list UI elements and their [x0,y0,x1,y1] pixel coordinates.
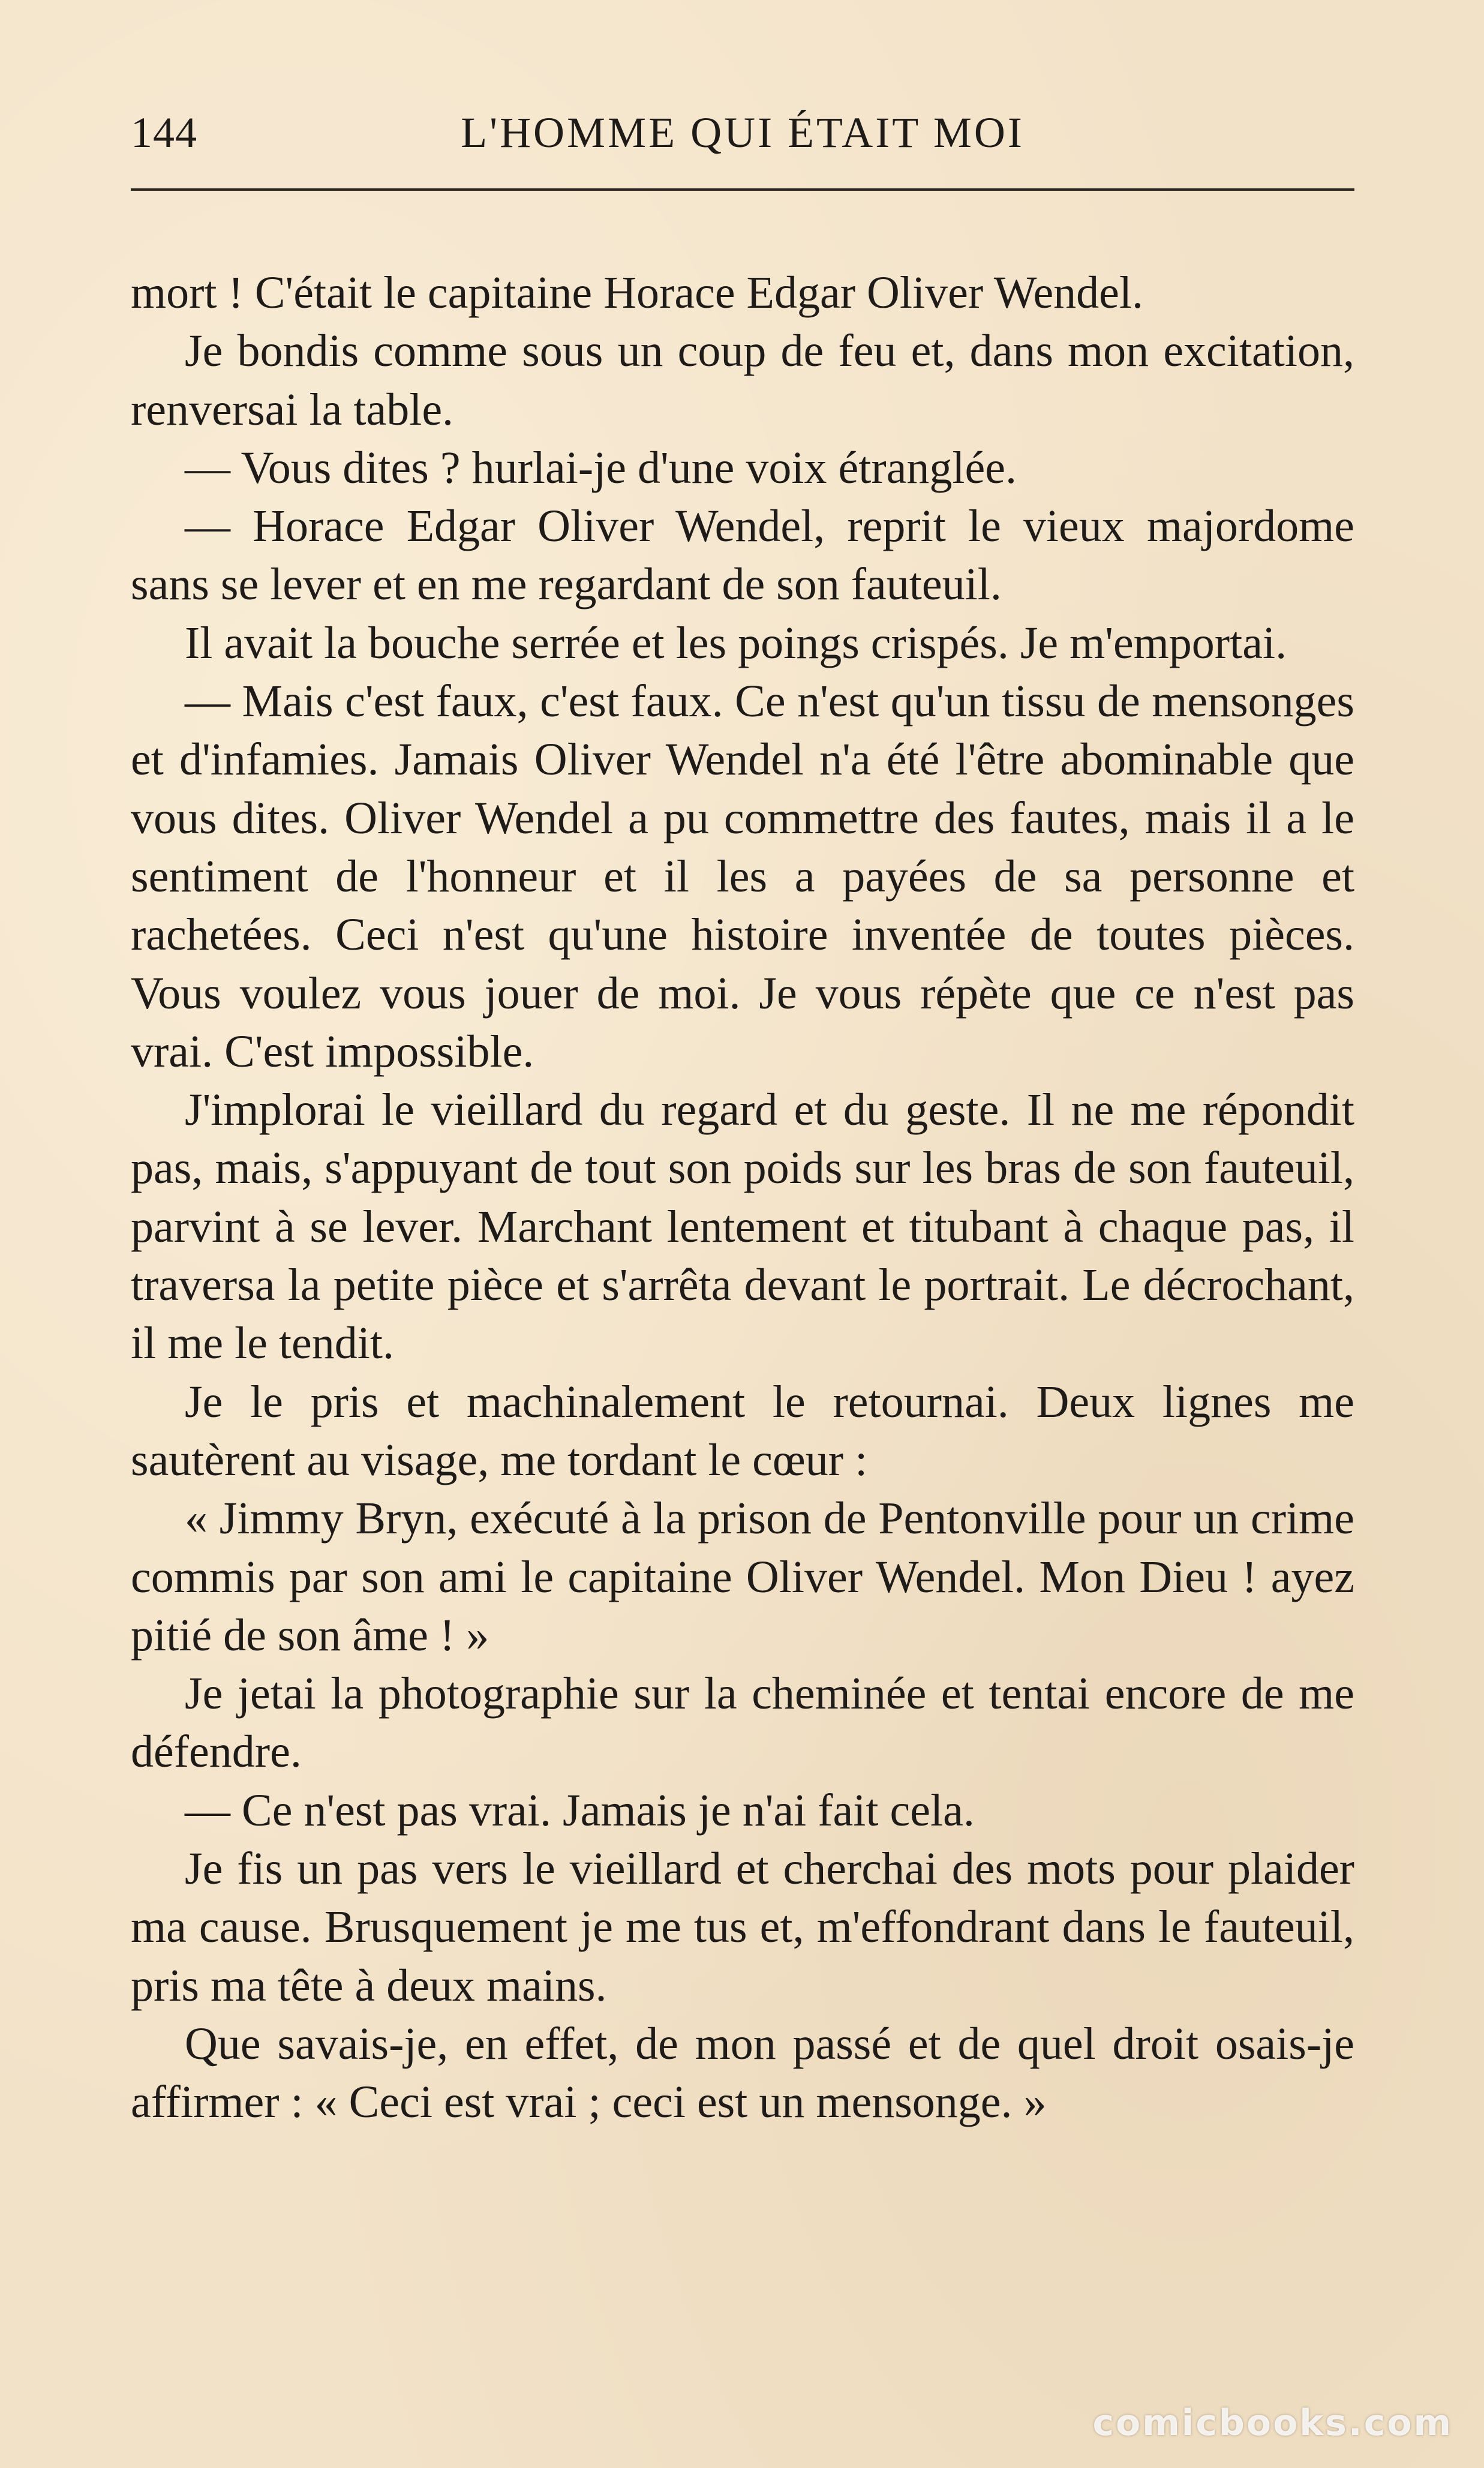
paragraph: Je le pris et machinalement le retournai. Deux lignes me sautèrent au visage, me tordant le cœur : [131,1376,1354,1485]
header-rule [131,188,1354,191]
paragraph: — Ce n'est pas vrai. Jamais je n'ai fait cela. [185,1785,975,1836]
paragraph: — Vous dites ? hurlai-je d'une voix étranglée. [185,442,1017,493]
paragraph: Je jetai la photographie sur la cheminée et tentai encore de me défendre. [131,1668,1354,1778]
paragraph: « Jimmy Bryn, exécuté à la prison de Pentonville pour un crime commis par son ami le capitaine Oliver Wendel. Mon Dieu ! ayez pitié de son âme ! » [131,1493,1354,1661]
paragraph: mort ! C'était le capitaine Horace Edgar Oliver Wendel. [131,268,1144,318]
paragraph: Il avait la bouche serrée et les poings crispés. Je m'emportai. [185,617,1287,668]
paragraph: Que savais-je, en effet, de mon passé et de quel droit osais-je affirmer : « Ceci est vrai ; ceci est un mensonge. » [131,2018,1354,2128]
running-title: L'HOMME QUI ÉTAIT MOI [461,109,1025,157]
body-text [131,264,1354,2132]
watermark: comicbooks.com [1092,2402,1453,2444]
paragraph: — Mais c'est faux, c'est faux. Ce n'est qu'un tissu de mensonges et d'infamies. Jamais Oliver Wendel n'a été l'être abominable que vous dites. Oliver Wendel a pu commettre des fautes, mais il a le sentiment de l'honneur et il les a payées de sa personne et rachetées. Ceci n'est qu'une histoire inventée de toutes pièces. Vous voulez vous jouer de moi. Je vous répète que ce n'est pas vrai. C'est impossible. [131,676,1354,1077]
running-head [131,108,1354,174]
paragraph: J'implorai le vieillard du regard et du geste. Il ne me répondit pas, mais, s'appuyant de tout son poids sur les bras de son fauteuil, parvint à se lever. Marchant lentement et titubant à chaque pas, il traversa la petite pièce et s'arrêta devant le portrait. Le décrochant, il me le tendit. [131,1085,1354,1369]
page-number: 144 [131,109,197,157]
paragraph: — Horace Edgar Oliver Wendel, reprit le vieux majordome sans se lever et en me regardant de son fauteuil. [131,501,1354,610]
paragraph: Je fis un pas vers le vieillard et cherchai des mots pour plaider ma cause. Brusquement je me tus et, m'effondrant dans le fauteuil, pris ma tête à deux mains. [131,1844,1354,2011]
paragraph: Je bondis comme sous un coup de feu et, dans mon excitation, renversai la table. [131,326,1354,435]
book-page [131,0,1354,2468]
